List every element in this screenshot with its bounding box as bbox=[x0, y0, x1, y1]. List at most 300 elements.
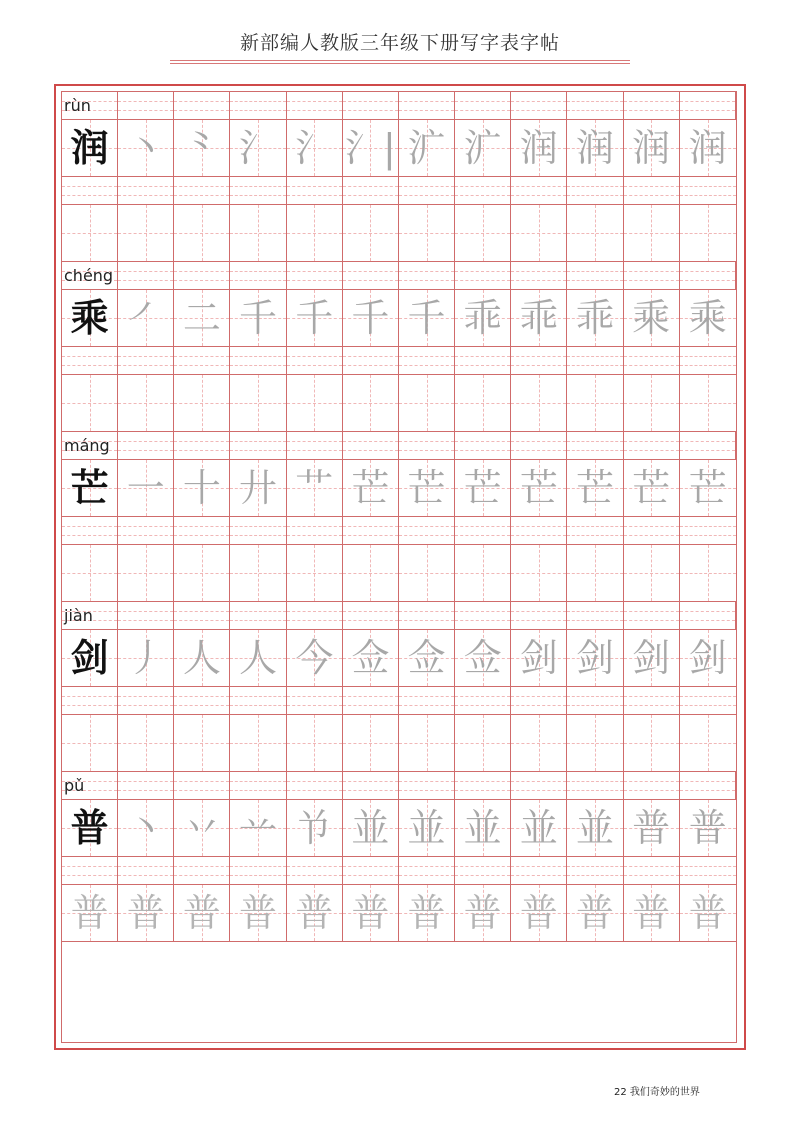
stroke-step-cell bbox=[455, 290, 511, 347]
pinyin-cell bbox=[511, 262, 567, 290]
spacer-cell bbox=[343, 177, 399, 205]
spacer-cell bbox=[624, 857, 680, 885]
page-number: 22 bbox=[614, 1087, 627, 1098]
practice-cell[interactable] bbox=[343, 885, 399, 942]
stroke-step: 乘 bbox=[632, 296, 671, 340]
practice-cell[interactable] bbox=[118, 885, 174, 942]
practice-row bbox=[62, 205, 736, 262]
model-character: 普 bbox=[70, 806, 109, 850]
stroke-step-cell bbox=[287, 800, 343, 857]
stroke-step-cell bbox=[174, 120, 230, 177]
stroke-step: 芒 bbox=[463, 466, 502, 510]
practice-cell[interactable] bbox=[174, 205, 230, 262]
practice-cell[interactable] bbox=[567, 715, 623, 772]
spacer-cell bbox=[118, 857, 174, 885]
stroke-step: 並 bbox=[463, 806, 502, 850]
spacer-cell bbox=[174, 347, 230, 375]
character-block bbox=[62, 602, 736, 772]
stroke-step: 千 bbox=[239, 296, 278, 340]
trace-character: 普 bbox=[632, 891, 671, 935]
trace-character: 普 bbox=[351, 891, 390, 935]
practice-row bbox=[62, 885, 736, 942]
stroke-step: 芒 bbox=[351, 466, 390, 510]
pinyin-cell bbox=[118, 262, 174, 290]
practice-cell[interactable] bbox=[230, 205, 286, 262]
pinyin-cell bbox=[287, 262, 343, 290]
stroke-step: 普 bbox=[632, 806, 671, 850]
spacer-cell bbox=[511, 177, 567, 205]
pinyin-cell bbox=[399, 262, 455, 290]
stroke-step-cell bbox=[680, 290, 736, 347]
practice-cell[interactable] bbox=[511, 885, 567, 942]
stroke-step-cell bbox=[624, 800, 680, 857]
pinyin-cell bbox=[455, 262, 511, 290]
spacer-cell bbox=[343, 857, 399, 885]
stroke-step-cell bbox=[343, 630, 399, 687]
spacer-cell bbox=[399, 517, 455, 545]
stroke-step: 丶 bbox=[126, 806, 165, 850]
practice-cell[interactable] bbox=[287, 205, 343, 262]
spacer-cell bbox=[624, 517, 680, 545]
stroke-step-cell bbox=[343, 460, 399, 517]
pinyin-cell bbox=[230, 92, 286, 120]
stroke-step: 佥 bbox=[407, 636, 446, 680]
stroke-step: 丿 bbox=[126, 636, 165, 680]
stroke-step-cell bbox=[174, 290, 230, 347]
spacer-cell bbox=[567, 857, 623, 885]
stroke-step-cell bbox=[174, 460, 230, 517]
practice-grid bbox=[62, 92, 736, 1042]
pinyin-row bbox=[62, 772, 736, 800]
stroke-step: 润 bbox=[632, 126, 671, 170]
practice-cell[interactable] bbox=[567, 205, 623, 262]
practice-cell[interactable] bbox=[399, 885, 455, 942]
spacer-cell bbox=[118, 687, 174, 715]
pinyin-cell bbox=[624, 602, 680, 630]
character-block bbox=[62, 262, 736, 432]
stroke-step-cell bbox=[230, 120, 286, 177]
practice-cell[interactable] bbox=[511, 545, 567, 602]
practice-cell[interactable] bbox=[287, 375, 343, 432]
page-footer bbox=[614, 1083, 700, 1098]
stroke-step-cell bbox=[680, 460, 736, 517]
trace-character: 普 bbox=[407, 891, 446, 935]
spacer-cell bbox=[567, 687, 623, 715]
trace-character: 普 bbox=[70, 891, 109, 935]
pinyin-cell bbox=[680, 92, 736, 120]
stroke-step: 千 bbox=[407, 296, 446, 340]
stroke-step-cell bbox=[567, 120, 623, 177]
stroke-step-cell bbox=[118, 290, 174, 347]
page-title: 新部编人教版三年级下册写字表字帖 bbox=[239, 32, 560, 54]
spacer-cell bbox=[567, 177, 623, 205]
pinyin-row bbox=[62, 92, 736, 120]
spacer-cell bbox=[680, 177, 736, 205]
pinyin-cell bbox=[118, 772, 174, 800]
character-block bbox=[62, 772, 736, 942]
practice-cell[interactable] bbox=[174, 545, 230, 602]
pinyin-cell bbox=[343, 92, 399, 120]
practice-cell[interactable] bbox=[680, 715, 736, 772]
stroke-order-row bbox=[62, 800, 736, 857]
stroke-step: 剑 bbox=[575, 636, 614, 680]
stroke-step: 芒 bbox=[688, 466, 727, 510]
spacer-cell bbox=[624, 347, 680, 375]
stroke-step: 氵 bbox=[239, 126, 278, 170]
stroke-step-cell bbox=[230, 800, 286, 857]
practice-cell[interactable] bbox=[62, 205, 118, 262]
stroke-step-cell bbox=[624, 290, 680, 347]
practice-cell[interactable] bbox=[287, 885, 343, 942]
spacer-cell bbox=[511, 347, 567, 375]
stroke-step: 乖 bbox=[575, 296, 614, 340]
spacer-cell bbox=[118, 177, 174, 205]
pinyin-cell bbox=[174, 262, 230, 290]
practice-cell[interactable] bbox=[624, 715, 680, 772]
pinyin-cell bbox=[287, 92, 343, 120]
spacer-cell bbox=[511, 687, 567, 715]
trace-character: 普 bbox=[182, 891, 221, 935]
stroke-step: 芒 bbox=[632, 466, 671, 510]
pinyin-cell bbox=[624, 92, 680, 120]
stroke-step-cell bbox=[118, 460, 174, 517]
pinyin-cell bbox=[680, 262, 736, 290]
spacer-row bbox=[62, 687, 736, 715]
spacer-cell bbox=[680, 687, 736, 715]
stroke-step: 佥 bbox=[351, 636, 390, 680]
practice-cell[interactable] bbox=[399, 375, 455, 432]
practice-cell[interactable] bbox=[118, 375, 174, 432]
pinyin-cell bbox=[511, 92, 567, 120]
practice-cell[interactable] bbox=[230, 715, 286, 772]
stroke-step-cell bbox=[680, 120, 736, 177]
spacer-cell bbox=[399, 857, 455, 885]
practice-cell[interactable] bbox=[624, 375, 680, 432]
spacer-cell bbox=[287, 517, 343, 545]
practice-cell[interactable] bbox=[118, 545, 174, 602]
practice-cell[interactable] bbox=[455, 715, 511, 772]
stroke-step: 人 bbox=[182, 636, 221, 680]
stroke-step-cell bbox=[567, 630, 623, 687]
trace-character: 普 bbox=[463, 891, 502, 935]
spacer-cell bbox=[680, 347, 736, 375]
stroke-step-cell bbox=[399, 460, 455, 517]
practice-cell[interactable] bbox=[174, 885, 230, 942]
spacer-cell bbox=[455, 347, 511, 375]
stroke-step: 丷 bbox=[182, 806, 221, 850]
spacer-row bbox=[62, 517, 736, 545]
spacer-cell bbox=[287, 857, 343, 885]
spacer-cell bbox=[680, 517, 736, 545]
stroke-step-cell bbox=[567, 460, 623, 517]
pinyin-row bbox=[62, 602, 736, 630]
practice-cell[interactable] bbox=[567, 375, 623, 432]
practice-cell[interactable] bbox=[62, 885, 118, 942]
practice-cell[interactable] bbox=[399, 545, 455, 602]
spacer-cell bbox=[343, 347, 399, 375]
practice-cell[interactable] bbox=[567, 885, 623, 942]
trace-character: 普 bbox=[239, 891, 278, 935]
practice-cell[interactable] bbox=[624, 885, 680, 942]
pinyin-cell bbox=[455, 432, 511, 460]
stroke-step: 剑 bbox=[632, 636, 671, 680]
trace-character: 普 bbox=[295, 891, 334, 935]
practice-cell[interactable] bbox=[511, 375, 567, 432]
pinyin-cell bbox=[174, 432, 230, 460]
stroke-step: 剑 bbox=[688, 636, 727, 680]
stroke-step-cell bbox=[511, 630, 567, 687]
practice-row bbox=[62, 715, 736, 772]
spacer-cell bbox=[624, 687, 680, 715]
stroke-step-cell bbox=[287, 630, 343, 687]
stroke-step-cell bbox=[399, 800, 455, 857]
spacer-cell bbox=[399, 687, 455, 715]
stroke-step-cell bbox=[680, 800, 736, 857]
pinyin-cell bbox=[174, 602, 230, 630]
stroke-step: 丶 bbox=[126, 126, 165, 170]
stroke-step-cell bbox=[511, 800, 567, 857]
practice-row bbox=[62, 375, 736, 432]
pinyin-cell bbox=[399, 92, 455, 120]
spacer-cell bbox=[567, 347, 623, 375]
practice-cell[interactable] bbox=[62, 715, 118, 772]
practice-cell[interactable] bbox=[399, 205, 455, 262]
practice-cell[interactable] bbox=[680, 545, 736, 602]
pinyin-label: jiàn bbox=[64, 606, 93, 625]
model-character: 乘 bbox=[70, 296, 109, 340]
pinyin-cell bbox=[118, 432, 174, 460]
pinyin-cell bbox=[118, 602, 174, 630]
practice-cell[interactable] bbox=[680, 885, 736, 942]
pinyin-cell bbox=[511, 772, 567, 800]
pinyin-cell bbox=[680, 602, 736, 630]
practice-cell[interactable] bbox=[174, 375, 230, 432]
spacer-cell bbox=[287, 347, 343, 375]
spacer-cell bbox=[455, 857, 511, 885]
pinyin-cell bbox=[455, 602, 511, 630]
spacer-row bbox=[62, 347, 736, 375]
pinyin-label: chéng bbox=[64, 266, 114, 285]
practice-cell[interactable] bbox=[680, 375, 736, 432]
practice-cell[interactable] bbox=[511, 205, 567, 262]
stroke-step: 並 bbox=[351, 806, 390, 850]
stroke-step: 佥 bbox=[463, 636, 502, 680]
stroke-step-cell bbox=[174, 800, 230, 857]
practice-cell[interactable] bbox=[230, 545, 286, 602]
pinyin-cell bbox=[343, 772, 399, 800]
practice-cell[interactable] bbox=[287, 715, 343, 772]
stroke-step-cell bbox=[230, 290, 286, 347]
spacer-cell bbox=[511, 517, 567, 545]
stroke-step-cell bbox=[287, 460, 343, 517]
model-character: 芒 bbox=[70, 466, 109, 510]
pinyin-cell bbox=[624, 772, 680, 800]
stroke-step: 润 bbox=[519, 126, 558, 170]
spacer-cell bbox=[287, 687, 343, 715]
model-character-cell bbox=[62, 630, 118, 687]
stroke-step: 十 bbox=[182, 466, 221, 510]
trace-character: 普 bbox=[519, 891, 558, 935]
spacer-cell bbox=[287, 177, 343, 205]
stroke-step-cell bbox=[343, 120, 399, 177]
pinyin-cell bbox=[343, 262, 399, 290]
spacer-cell bbox=[62, 857, 118, 885]
spacer-cell bbox=[624, 177, 680, 205]
stroke-step: 普 bbox=[688, 806, 727, 850]
spacer-cell bbox=[230, 687, 286, 715]
stroke-step-cell bbox=[399, 290, 455, 347]
pinyin-row bbox=[62, 432, 736, 460]
pinyin-cell bbox=[287, 602, 343, 630]
stroke-step-cell bbox=[118, 800, 174, 857]
practice-cell[interactable] bbox=[62, 545, 118, 602]
character-block bbox=[62, 432, 736, 602]
model-character-cell bbox=[62, 800, 118, 857]
practice-cell[interactable] bbox=[343, 715, 399, 772]
practice-cell[interactable] bbox=[399, 715, 455, 772]
spacer-cell bbox=[230, 347, 286, 375]
spacer-cell bbox=[455, 517, 511, 545]
pinyin-cell bbox=[287, 432, 343, 460]
trace-character: 普 bbox=[126, 891, 165, 935]
stroke-step: 㲿 bbox=[407, 126, 446, 170]
stroke-step-cell bbox=[118, 630, 174, 687]
practice-cell[interactable] bbox=[287, 545, 343, 602]
unit-name: 我们奇妙的世界 bbox=[629, 1087, 700, 1098]
stroke-step: 乖 bbox=[519, 296, 558, 340]
stroke-step-cell bbox=[455, 460, 511, 517]
spacer-cell bbox=[118, 517, 174, 545]
stroke-step: 並 bbox=[407, 806, 446, 850]
character-block bbox=[62, 92, 736, 262]
model-character-cell bbox=[62, 290, 118, 347]
spacer-cell bbox=[62, 177, 118, 205]
stroke-step: 乖 bbox=[463, 296, 502, 340]
pinyin-cell bbox=[343, 432, 399, 460]
pinyin-cell bbox=[343, 602, 399, 630]
pinyin-label: rùn bbox=[64, 96, 91, 115]
practice-cell[interactable] bbox=[343, 545, 399, 602]
spacer-cell bbox=[62, 517, 118, 545]
stroke-step: 润 bbox=[575, 126, 614, 170]
pinyin-label: máng bbox=[64, 436, 110, 455]
stroke-step: 並 bbox=[519, 806, 558, 850]
pinyin-cell bbox=[230, 772, 286, 800]
stroke-step-cell bbox=[624, 630, 680, 687]
pinyin-cell bbox=[567, 262, 623, 290]
practice-cell[interactable] bbox=[62, 375, 118, 432]
practice-cell[interactable] bbox=[511, 715, 567, 772]
practice-cell[interactable] bbox=[680, 205, 736, 262]
pinyin-row bbox=[62, 262, 736, 290]
trace-character: 普 bbox=[688, 891, 727, 935]
spacer-cell bbox=[511, 857, 567, 885]
practice-cell[interactable] bbox=[118, 715, 174, 772]
pinyin-cell bbox=[567, 602, 623, 630]
pinyin-cell bbox=[399, 772, 455, 800]
stroke-step: 䒑 bbox=[239, 806, 278, 850]
spacer-cell bbox=[343, 517, 399, 545]
pinyin-cell bbox=[230, 602, 286, 630]
stroke-step-cell bbox=[287, 290, 343, 347]
stroke-step: 廾 bbox=[239, 466, 278, 510]
model-character-cell bbox=[62, 120, 118, 177]
practice-cell[interactable] bbox=[230, 885, 286, 942]
practice-cell[interactable] bbox=[455, 375, 511, 432]
pinyin-cell bbox=[118, 92, 174, 120]
pinyin-cell bbox=[680, 772, 736, 800]
pinyin-cell bbox=[567, 432, 623, 460]
stroke-step-cell bbox=[343, 800, 399, 857]
spacer-cell bbox=[230, 857, 286, 885]
pinyin-cell bbox=[230, 432, 286, 460]
pinyin-cell bbox=[455, 92, 511, 120]
pinyin-cell bbox=[624, 262, 680, 290]
stroke-step: 氵 bbox=[295, 126, 334, 170]
stroke-step-cell bbox=[455, 800, 511, 857]
spacer-row bbox=[62, 177, 736, 205]
spacer-cell bbox=[455, 177, 511, 205]
stroke-step: 千 bbox=[351, 296, 390, 340]
practice-cell[interactable] bbox=[343, 205, 399, 262]
practice-cell[interactable] bbox=[230, 375, 286, 432]
pinyin-cell bbox=[230, 262, 286, 290]
stroke-step: ⺀ bbox=[182, 126, 221, 170]
stroke-step: 二 bbox=[182, 296, 221, 340]
stroke-step-cell bbox=[174, 630, 230, 687]
stroke-step: 艹 bbox=[295, 466, 334, 510]
practice-cell[interactable] bbox=[624, 545, 680, 602]
practice-cell[interactable] bbox=[118, 205, 174, 262]
stroke-step: 润 bbox=[688, 126, 727, 170]
practice-cell[interactable] bbox=[455, 885, 511, 942]
spacer-cell bbox=[399, 347, 455, 375]
stroke-step-cell bbox=[624, 460, 680, 517]
stroke-step-cell bbox=[455, 120, 511, 177]
title-underline bbox=[170, 60, 630, 61]
stroke-step-cell bbox=[230, 460, 286, 517]
pinyin-cell bbox=[624, 432, 680, 460]
spacer-cell bbox=[62, 687, 118, 715]
stroke-step: 剑 bbox=[519, 636, 558, 680]
stroke-step-cell bbox=[624, 120, 680, 177]
stroke-step: 芒 bbox=[407, 466, 446, 510]
pinyin-cell bbox=[511, 432, 567, 460]
practice-cell[interactable] bbox=[455, 545, 511, 602]
spacer-cell bbox=[62, 347, 118, 375]
spacer-cell bbox=[230, 517, 286, 545]
practice-cell[interactable] bbox=[174, 715, 230, 772]
trace-character: 普 bbox=[575, 891, 614, 935]
spacer-cell bbox=[174, 687, 230, 715]
stroke-order-row bbox=[62, 120, 736, 177]
practice-cell[interactable] bbox=[343, 375, 399, 432]
stroke-step-cell bbox=[680, 630, 736, 687]
stroke-step-cell bbox=[399, 120, 455, 177]
stroke-step-cell bbox=[567, 290, 623, 347]
pinyin-cell bbox=[399, 432, 455, 460]
spacer-cell bbox=[455, 687, 511, 715]
practice-cell[interactable] bbox=[624, 205, 680, 262]
practice-cell[interactable] bbox=[455, 205, 511, 262]
pinyin-cell bbox=[680, 432, 736, 460]
practice-cell[interactable] bbox=[567, 545, 623, 602]
spacer-cell bbox=[118, 347, 174, 375]
stroke-step-cell bbox=[399, 630, 455, 687]
model-character-cell bbox=[62, 460, 118, 517]
stroke-order-row bbox=[62, 460, 736, 517]
title-underline-second bbox=[170, 63, 630, 64]
